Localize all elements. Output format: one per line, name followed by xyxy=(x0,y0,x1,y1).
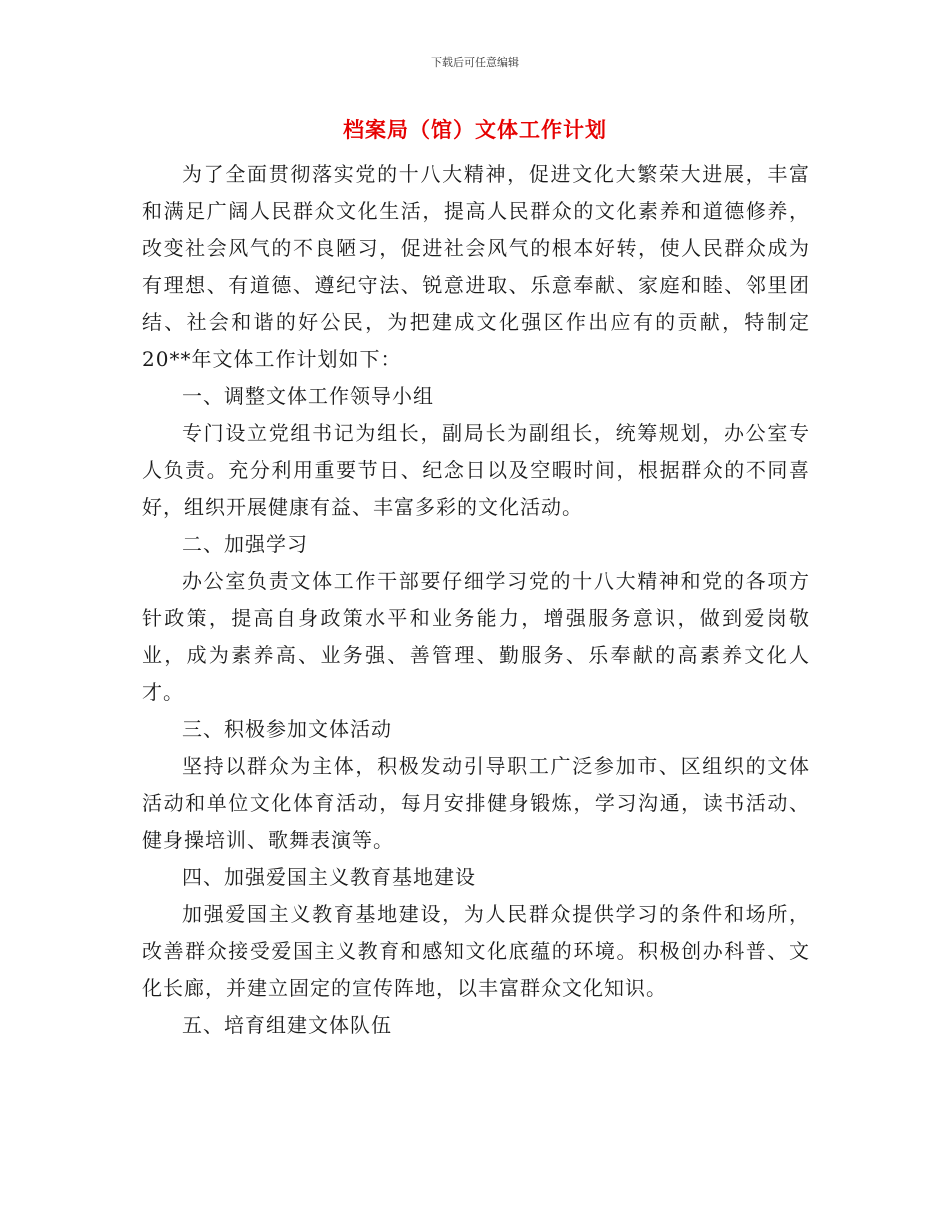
document-body xyxy=(142,156,810,1044)
section-2-paragraph: 办公室负责文体工作干部要仔细学习党的十八大精神和党的各项方针政策，提高自身政策水平和业务能力，增强服务意识，做到爱岗敬业，成为素养高、业务强、善管理、勤服务、乐奉献的高素养文化人才。 xyxy=(142,569,810,704)
section-heading-3: 三、积极参加文体活动 xyxy=(182,717,392,741)
section-heading-4: 四、加强爱国主义教育基地建设 xyxy=(182,865,476,889)
section-3-paragraph: 坚持以群众为主体，积极发动引导职工广泛参加市、区组织的文体活动和单位文化体育活动，每月安排健身锻炼，学习沟通，读书活动、健身操培训、歌舞表演等。 xyxy=(142,754,810,852)
section-4-paragraph: 加强爱国主义教育基地建设，为人民群众提供学习的条件和场所，改善群众接受爱国主义教育和感知文化底蕴的环境。积极创办科普、文化长廊，并建立固定的宣传阵地，以丰富群众文化知识。 xyxy=(142,902,810,1000)
section-1-paragraph: 专门设立党组书记为组长，副局长为副组长，统筹规划，办公室专人负责。充分利用重要节日、纪念日以及空暇时间，根据群众的不同喜好，组织开展健康有益、丰富多彩的文化活动。 xyxy=(142,421,810,519)
intro-paragraph: 为了全面贯彻落实党的十八大精神，促进文化大繁荣大进展，丰富和满足广阔人民群众文化生活，提高人民群众的文化素养和道德修养，改变社会风气的不良陋习，促进社会风气的根本好转，使人民群众成为有理想、有道德、遵纪守法、锐意进取、乐意奉献、家庭和睦、邻里团结、社会和谐的好公民，为把建成文化强区作出应有的贡献，特制定20**年文体工作计划如下： xyxy=(142,162,810,371)
section-heading-5: 五、培育组建文体队伍 xyxy=(182,1013,392,1037)
header-note: 下载后可任意编辑 xyxy=(431,56,519,69)
section-heading-2: 二、加强学习 xyxy=(182,532,308,556)
section-heading-1: 一、调整文体工作领导小组 xyxy=(182,384,434,408)
document-title: 档案局（馆）文体工作计划 xyxy=(343,118,607,142)
